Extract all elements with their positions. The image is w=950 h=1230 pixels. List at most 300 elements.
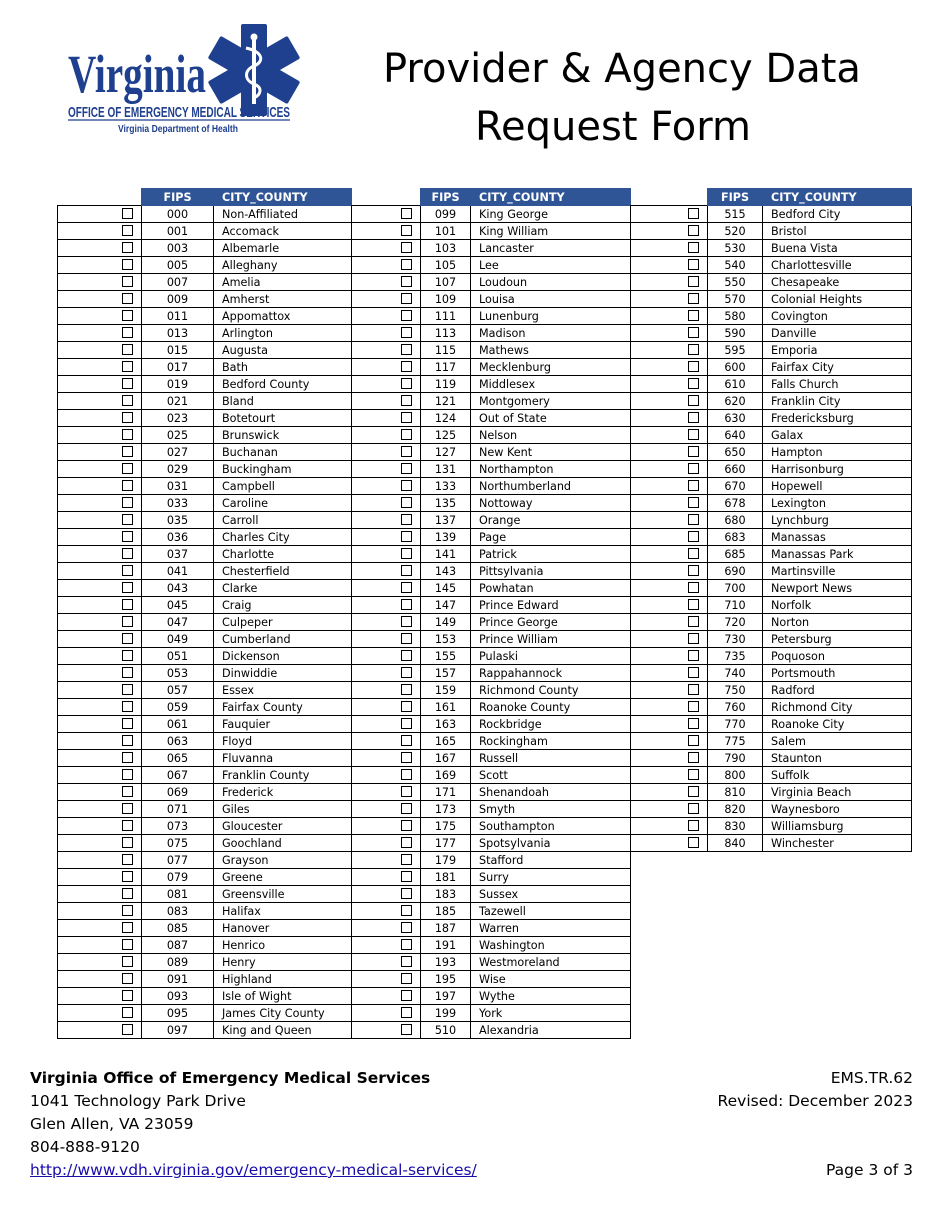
city-county-name: Accomack	[214, 223, 352, 240]
city-county-name: Lexington	[763, 495, 912, 512]
select-checkbox[interactable]	[688, 310, 699, 321]
city-county-name: Poquoson	[763, 648, 912, 665]
fips-code: 830	[708, 818, 763, 835]
fips-code: 115	[421, 342, 471, 359]
table-row	[352, 597, 631, 614]
select-checkbox[interactable]	[401, 667, 412, 678]
select-checkbox[interactable]	[401, 259, 412, 270]
select-checkbox[interactable]	[122, 480, 133, 491]
city-county-name: Lynchburg	[763, 512, 912, 529]
fips-code: 141	[421, 546, 471, 563]
table-row	[58, 546, 352, 563]
fips-code: 159	[421, 682, 471, 699]
select-checkbox[interactable]	[122, 242, 133, 253]
fips-code: 013	[142, 325, 214, 342]
select-checkbox[interactable]	[688, 208, 699, 219]
city-county-name: Nottoway	[471, 495, 631, 512]
select-checkbox[interactable]	[401, 327, 412, 338]
select-checkbox[interactable]	[688, 633, 699, 644]
city-county-name: Fairfax City	[763, 359, 912, 376]
select-checkbox[interactable]	[401, 905, 412, 916]
select-checkbox[interactable]	[122, 395, 133, 406]
select-checkbox[interactable]	[122, 735, 133, 746]
select-checkbox[interactable]	[688, 752, 699, 763]
select-checkbox[interactable]	[122, 446, 133, 457]
select-checkbox[interactable]	[401, 854, 412, 865]
fips-code: 690	[708, 563, 763, 580]
select-checkbox[interactable]	[688, 701, 699, 712]
select-checkbox[interactable]	[401, 956, 412, 967]
select-checkbox[interactable]	[688, 548, 699, 559]
select-checkbox[interactable]	[401, 378, 412, 389]
select-checkbox[interactable]	[122, 973, 133, 984]
table-row	[58, 971, 352, 988]
table-row	[58, 1005, 352, 1022]
table-row	[352, 478, 631, 495]
fips-code: 133	[421, 478, 471, 495]
select-checkbox[interactable]	[401, 752, 412, 763]
fips-code: 590	[708, 325, 763, 342]
select-checkbox[interactable]	[122, 650, 133, 661]
select-checkbox[interactable]	[122, 429, 133, 440]
select-checkbox[interactable]	[688, 480, 699, 491]
select-checkbox[interactable]	[401, 446, 412, 457]
select-checkbox[interactable]	[401, 480, 412, 491]
select-checkbox[interactable]	[122, 871, 133, 882]
city-county-name: Patrick	[471, 546, 631, 563]
select-checkbox[interactable]	[401, 650, 412, 661]
select-checkbox[interactable]	[122, 1007, 133, 1018]
table-row	[631, 614, 912, 631]
table-row	[352, 410, 631, 427]
fips-code: 683	[708, 529, 763, 546]
select-checkbox[interactable]	[688, 344, 699, 355]
select-checkbox[interactable]	[122, 293, 133, 304]
select-checkbox[interactable]	[401, 939, 412, 950]
select-checkbox[interactable]	[688, 735, 699, 746]
select-checkbox[interactable]	[688, 395, 699, 406]
select-checkbox[interactable]	[688, 667, 699, 678]
city-county-name: Hanover	[214, 920, 352, 937]
select-checkbox[interactable]	[401, 990, 412, 1001]
table-row	[352, 563, 631, 580]
select-checkbox[interactable]	[401, 684, 412, 695]
city-county-name: Halifax	[214, 903, 352, 920]
table-row	[352, 1005, 631, 1022]
table-row	[352, 342, 631, 359]
select-checkbox[interactable]	[688, 684, 699, 695]
select-checkbox[interactable]	[122, 684, 133, 695]
fips-code: 097	[142, 1022, 214, 1039]
fips-code: 089	[142, 954, 214, 971]
table-row	[352, 699, 631, 716]
table-row	[631, 308, 912, 325]
city-county-name: Greene	[214, 869, 352, 886]
fips-code: 580	[708, 308, 763, 325]
select-checkbox[interactable]	[122, 837, 133, 848]
select-checkbox[interactable]	[688, 514, 699, 525]
city-county-name: Isle of Wight	[214, 988, 352, 1005]
select-checkbox[interactable]	[688, 650, 699, 661]
fips-code: 760	[708, 699, 763, 716]
select-checkbox[interactable]	[122, 616, 133, 627]
select-checkbox[interactable]	[401, 582, 412, 593]
select-checkbox[interactable]	[122, 803, 133, 814]
fips-code: 720	[708, 614, 763, 631]
select-checkbox[interactable]	[688, 429, 699, 440]
city-county-name: Brunswick	[214, 427, 352, 444]
table-row	[58, 954, 352, 971]
city-county-name: Pittsylvania	[471, 563, 631, 580]
table-row	[631, 546, 912, 563]
select-checkbox[interactable]	[401, 395, 412, 406]
city-county-name: Caroline	[214, 495, 352, 512]
table-row	[352, 886, 631, 903]
table-row	[631, 563, 912, 580]
fips-code: 119	[421, 376, 471, 393]
select-checkbox[interactable]	[401, 837, 412, 848]
select-checkbox[interactable]	[122, 769, 133, 780]
fips-code: 183	[421, 886, 471, 903]
select-checkbox[interactable]	[122, 378, 133, 389]
table-row	[58, 342, 352, 359]
fips-code: 111	[421, 308, 471, 325]
select-checkbox[interactable]	[122, 990, 133, 1001]
select-checkbox[interactable]	[122, 327, 133, 338]
table-row	[58, 274, 352, 291]
table-row	[352, 716, 631, 733]
select-checkbox[interactable]	[688, 361, 699, 372]
fips-code: 019	[142, 376, 214, 393]
city-county-name: Bristol	[763, 223, 912, 240]
table-row	[58, 478, 352, 495]
select-checkbox[interactable]	[401, 242, 412, 253]
fips-code: 199	[421, 1005, 471, 1022]
city-county-name: Buckingham	[214, 461, 352, 478]
city-county-name: Portsmouth	[763, 665, 912, 682]
select-checkbox[interactable]	[688, 769, 699, 780]
fips-code: 137	[421, 512, 471, 529]
select-checkbox[interactable]	[688, 803, 699, 814]
city-county-name: Radford	[763, 682, 912, 699]
select-checkbox[interactable]	[122, 599, 133, 610]
select-checkbox[interactable]	[122, 956, 133, 967]
city-county-name: Waynesboro	[763, 801, 912, 818]
select-checkbox[interactable]	[122, 752, 133, 763]
select-checkbox[interactable]	[688, 259, 699, 270]
select-checkbox[interactable]	[688, 225, 699, 236]
select-checkbox[interactable]	[688, 565, 699, 576]
fips-code: 091	[142, 971, 214, 988]
select-checkbox[interactable]	[401, 786, 412, 797]
fips-code: 800	[708, 767, 763, 784]
city-county-name: Southampton	[471, 818, 631, 835]
fips-code: 021	[142, 393, 214, 410]
select-checkbox[interactable]	[122, 854, 133, 865]
fips-table-1	[57, 188, 352, 1039]
select-checkbox[interactable]	[122, 905, 133, 916]
table-row	[631, 529, 912, 546]
select-checkbox[interactable]	[401, 514, 412, 525]
city-county-name: Rappahannock	[471, 665, 631, 682]
select-checkbox[interactable]	[122, 497, 133, 508]
fips-code: 017	[142, 359, 214, 376]
city-county-name: York	[471, 1005, 631, 1022]
table-row	[631, 495, 912, 512]
table-row	[352, 529, 631, 546]
fips-code: 131	[421, 461, 471, 478]
select-checkbox[interactable]	[122, 310, 133, 321]
city-county-name: Botetourt	[214, 410, 352, 427]
select-checkbox[interactable]	[122, 548, 133, 559]
select-checkbox[interactable]	[122, 667, 133, 678]
table-row	[352, 376, 631, 393]
select-checkbox[interactable]	[688, 327, 699, 338]
select-checkbox[interactable]	[688, 276, 699, 287]
table-row	[631, 733, 912, 750]
fips-header: FIPS	[708, 189, 763, 206]
table-row	[58, 903, 352, 920]
fips-code: 124	[421, 410, 471, 427]
city-county-name: Alexandria	[471, 1022, 631, 1039]
footer-address-1: 1041 Technology Park Drive	[30, 1092, 246, 1110]
city-county-name: Petersburg	[763, 631, 912, 648]
city-county-name: Orange	[471, 512, 631, 529]
select-checkbox[interactable]	[688, 497, 699, 508]
city-county-name: Prince Edward	[471, 597, 631, 614]
fips-code: 610	[708, 376, 763, 393]
fips-code: 177	[421, 835, 471, 852]
city-county-name: Lancaster	[471, 240, 631, 257]
city-county-name: Powhatan	[471, 580, 631, 597]
select-checkbox[interactable]	[401, 1024, 412, 1035]
select-checkbox[interactable]	[401, 769, 412, 780]
table-row	[631, 427, 912, 444]
select-checkbox[interactable]	[122, 276, 133, 287]
select-checkbox[interactable]	[688, 820, 699, 831]
table-row	[352, 274, 631, 291]
select-checkbox[interactable]	[122, 208, 133, 219]
table-row	[631, 342, 912, 359]
select-checkbox[interactable]	[688, 616, 699, 627]
table-row	[58, 852, 352, 869]
fips-code: 630	[708, 410, 763, 427]
city-county-name: Chesterfield	[214, 563, 352, 580]
table-row	[58, 767, 352, 784]
city-county-name: King and Queen	[214, 1022, 352, 1039]
city-county-name: Salem	[763, 733, 912, 750]
city-county-name: Buena Vista	[763, 240, 912, 257]
table-row	[58, 631, 352, 648]
select-checkbox[interactable]	[401, 463, 412, 474]
table-row	[58, 784, 352, 801]
select-checkbox[interactable]	[401, 548, 412, 559]
table-row	[352, 920, 631, 937]
select-checkbox[interactable]	[401, 803, 412, 814]
city-county-name: Roanoke County	[471, 699, 631, 716]
fips-code: 185	[421, 903, 471, 920]
fips-code: 685	[708, 546, 763, 563]
select-checkbox[interactable]	[688, 412, 699, 423]
select-checkbox[interactable]	[401, 310, 412, 321]
city-county-name: Highland	[214, 971, 352, 988]
select-checkbox[interactable]	[401, 429, 412, 440]
select-checkbox[interactable]	[688, 293, 699, 304]
table-row	[58, 563, 352, 580]
select-checkbox[interactable]	[122, 531, 133, 542]
fips-code: 139	[421, 529, 471, 546]
city-county-name: Albemarle	[214, 240, 352, 257]
select-checkbox[interactable]	[122, 412, 133, 423]
select-checkbox[interactable]	[122, 361, 133, 372]
select-checkbox[interactable]	[401, 599, 412, 610]
table-row	[631, 376, 912, 393]
fips-code: 660	[708, 461, 763, 478]
table-row	[631, 393, 912, 410]
fips-code: 680	[708, 512, 763, 529]
city-county-name: Colonial Heights	[763, 291, 912, 308]
city-county-name: Fluvanna	[214, 750, 352, 767]
form-id: EMS.TR.62	[830, 1069, 913, 1087]
select-checkbox[interactable]	[688, 582, 699, 593]
table-row	[58, 580, 352, 597]
select-checkbox[interactable]	[401, 871, 412, 882]
fips-code: 029	[142, 461, 214, 478]
fips-code: 143	[421, 563, 471, 580]
select-checkbox[interactable]	[688, 242, 699, 253]
table-row	[352, 461, 631, 478]
select-checkbox[interactable]	[688, 531, 699, 542]
table-row	[58, 223, 352, 240]
table-row	[352, 971, 631, 988]
select-checkbox[interactable]	[401, 276, 412, 287]
fips-code: 087	[142, 937, 214, 954]
table-row	[631, 682, 912, 699]
fips-code: 670	[708, 478, 763, 495]
footer-url-link[interactable]: http://www.vdh.virginia.gov/emergency-medical-services/	[30, 1161, 477, 1179]
select-checkbox[interactable]	[122, 786, 133, 797]
fips-code: 735	[708, 648, 763, 665]
select-checkbox[interactable]	[401, 293, 412, 304]
select-checkbox[interactable]	[401, 412, 412, 423]
footer-meta	[718, 1067, 913, 1182]
select-checkbox[interactable]	[122, 888, 133, 899]
select-checkbox[interactable]	[688, 786, 699, 797]
select-checkbox[interactable]	[122, 922, 133, 933]
select-checkbox[interactable]	[688, 718, 699, 729]
select-checkbox[interactable]	[401, 922, 412, 933]
select-checkbox[interactable]	[122, 633, 133, 644]
select-checkbox[interactable]	[401, 344, 412, 355]
city-county-name: Giles	[214, 801, 352, 818]
select-checkbox[interactable]	[401, 820, 412, 831]
select-checkbox[interactable]	[401, 616, 412, 627]
select-checkbox[interactable]	[122, 718, 133, 729]
fips-code: 127	[421, 444, 471, 461]
select-checkbox[interactable]	[401, 735, 412, 746]
table-row	[58, 869, 352, 886]
fips-code: 510	[421, 1022, 471, 1039]
city-county-name: Henry	[214, 954, 352, 971]
city-county-name: Non-Affiliated	[214, 206, 352, 223]
table-row	[352, 903, 631, 920]
fips-code: 081	[142, 886, 214, 903]
fips-code: 035	[142, 512, 214, 529]
select-checkbox[interactable]	[401, 361, 412, 372]
select-checkbox[interactable]	[122, 820, 133, 831]
table-row	[631, 206, 912, 223]
city-county-name: Hampton	[763, 444, 912, 461]
select-checkbox[interactable]	[401, 973, 412, 984]
select-checkbox[interactable]	[401, 208, 412, 219]
fips-code: 000	[142, 206, 214, 223]
footer-phone: 804-888-9120	[30, 1138, 140, 1156]
select-checkbox[interactable]	[688, 837, 699, 848]
city-county-name: Appomattox	[214, 308, 352, 325]
select-checkbox[interactable]	[401, 497, 412, 508]
select-checkbox[interactable]	[401, 701, 412, 712]
select-checkbox[interactable]	[401, 531, 412, 542]
table-row	[58, 206, 352, 223]
table-row	[58, 1022, 352, 1039]
table-row	[58, 257, 352, 274]
select-checkbox[interactable]	[401, 225, 412, 236]
city-county-name: Norton	[763, 614, 912, 631]
fips-code: 179	[421, 852, 471, 869]
select-checkbox[interactable]	[122, 1024, 133, 1035]
select-checkbox[interactable]	[688, 446, 699, 457]
select-checkbox[interactable]	[122, 225, 133, 236]
select-checkbox[interactable]	[401, 633, 412, 644]
city-county-name: Rockbridge	[471, 716, 631, 733]
select-checkbox[interactable]	[122, 259, 133, 270]
table-row	[631, 274, 912, 291]
select-checkbox[interactable]	[688, 463, 699, 474]
fips-code: 117	[421, 359, 471, 376]
fips-code: 113	[421, 325, 471, 342]
city-county-name: Smyth	[471, 801, 631, 818]
select-checkbox[interactable]	[122, 939, 133, 950]
fips-code: 145	[421, 580, 471, 597]
select-checkbox[interactable]	[401, 1007, 412, 1018]
fips-code: 125	[421, 427, 471, 444]
select-checkbox[interactable]	[122, 344, 133, 355]
select-checkbox[interactable]	[401, 718, 412, 729]
table-row	[352, 801, 631, 818]
city-county-name: Chesapeake	[763, 274, 912, 291]
table-row	[352, 359, 631, 376]
select-checkbox[interactable]	[401, 888, 412, 899]
select-checkbox[interactable]	[122, 463, 133, 474]
select-checkbox[interactable]	[122, 582, 133, 593]
select-checkbox[interactable]	[122, 701, 133, 712]
fips-code: 650	[708, 444, 763, 461]
city-county-name: Washington	[471, 937, 631, 954]
city-county-name: Warren	[471, 920, 631, 937]
table-row	[631, 818, 912, 835]
select-checkbox[interactable]	[688, 378, 699, 389]
select-checkbox[interactable]	[122, 565, 133, 576]
select-checkbox[interactable]	[688, 599, 699, 610]
select-checkbox[interactable]	[401, 565, 412, 576]
fips-code: 053	[142, 665, 214, 682]
table-row	[352, 818, 631, 835]
city-county-header: CITY_COUNTY	[471, 189, 631, 206]
city-county-name: Williamsburg	[763, 818, 912, 835]
city-county-name: Virginia Beach	[763, 784, 912, 801]
select-checkbox[interactable]	[122, 514, 133, 525]
table-row	[631, 716, 912, 733]
